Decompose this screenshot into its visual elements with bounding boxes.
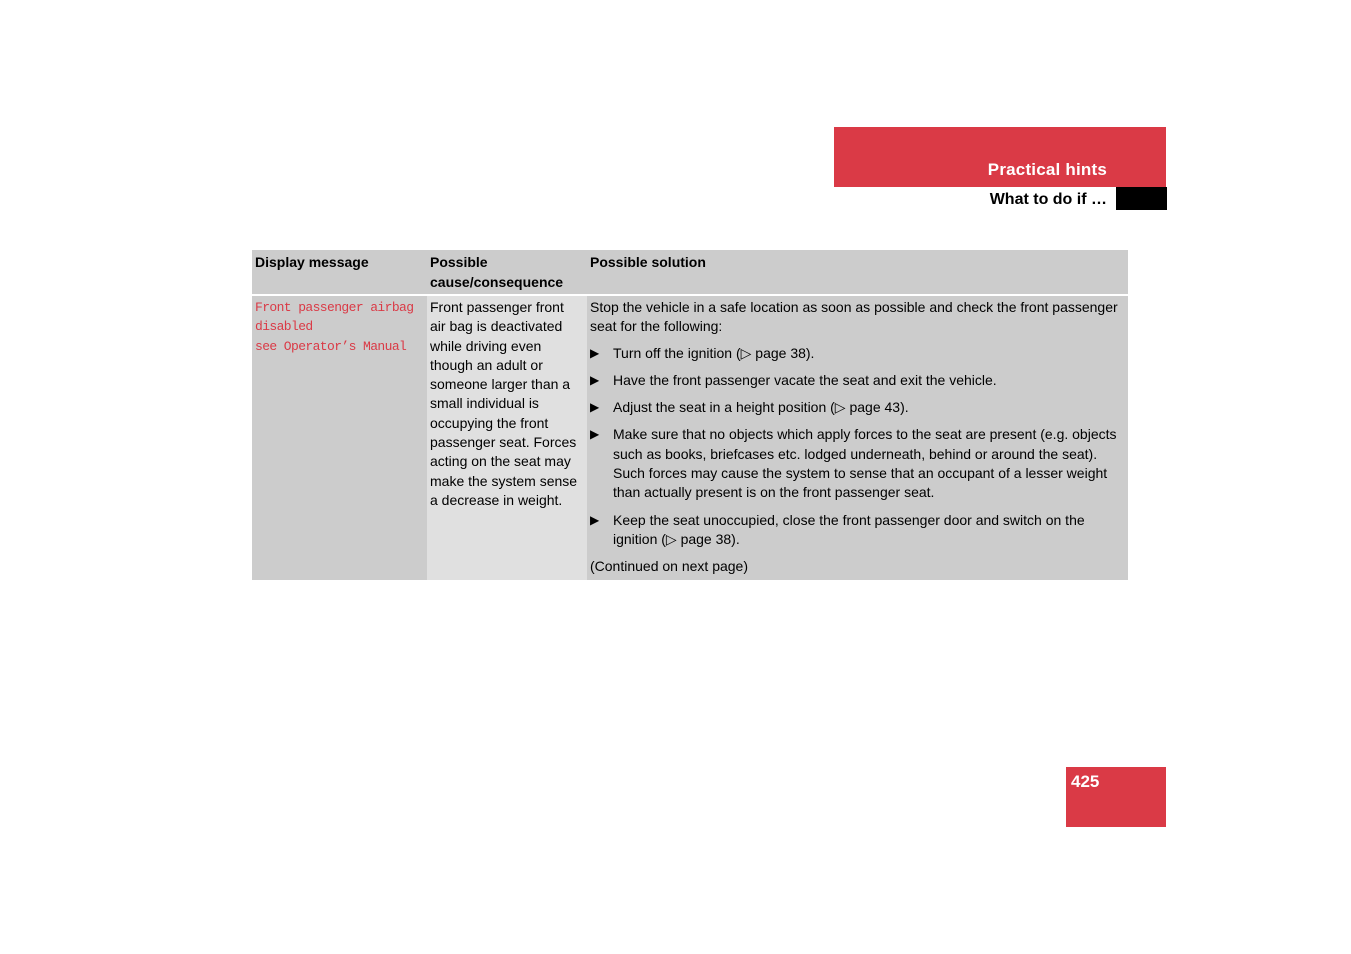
bullet-arrow-icon: ▶ — [590, 400, 600, 415]
cause-cell — [427, 295, 587, 580]
table-row — [252, 295, 1128, 580]
section-tab-marker — [1116, 187, 1167, 210]
list-item — [590, 371, 1124, 390]
continued-note: (Continued on next page) — [590, 558, 748, 575]
list-item — [590, 344, 1124, 363]
display-message-line: disabled — [255, 319, 313, 335]
solution-intro: Stop the vehicle in a safe location as soon as possible and check the front passenger seat for the following: — [590, 299, 1118, 335]
list-item — [590, 398, 1124, 417]
page-number: 425 — [1071, 772, 1100, 791]
hints-table — [252, 250, 1128, 580]
column-header-cause: Possible cause/consequence — [427, 250, 587, 295]
solution-step-text: Adjust the seat in a height position (▷ page 43). — [613, 399, 909, 416]
bullet-arrow-icon: ▶ — [590, 427, 600, 442]
cause-text: Front passenger front air bag is deactivated while driving even though an adult or someone larger than a small individual is occupying the front passenger seat. Forces acting on the seat may make the system sense a decrease in weight. — [430, 299, 578, 508]
solution-step-text: Make sure that no objects which apply forces to the seat are present (e.g. objects such as books, briefcases etc. lodged underneath, behind or around the seat). Such forces may cause the system to sense that an occupant of a lesser weight than actually present is on the front passenger seat. — [613, 426, 1117, 501]
solution-step-text: Turn off the ignition (▷ page 38). — [613, 344, 815, 361]
solution-cell — [587, 295, 1128, 580]
display-message-cell — [252, 295, 427, 580]
list-item — [590, 425, 1124, 502]
subsection-title: What to do if … — [989, 191, 1107, 208]
bullet-arrow-icon: ▶ — [590, 512, 600, 527]
solution-steps — [590, 344, 1124, 550]
section-title: Practical hints — [987, 160, 1107, 179]
list-item — [590, 511, 1124, 550]
bullet-arrow-icon: ▶ — [590, 372, 600, 387]
solution-step-text: Keep the seat unoccupied, close the front passenger door and switch on the ignition (▷ page 38). — [613, 511, 1085, 547]
display-message-line: Front passenger airbag — [255, 300, 414, 315]
page-number-box — [1066, 767, 1166, 827]
solution-step-text: Have the front passenger vacate the seat and exit the vehicle. — [613, 371, 997, 388]
table-header-row — [252, 250, 1128, 295]
display-message-line: see Operator’s Manual — [255, 338, 407, 354]
section-header — [834, 127, 1166, 187]
bullet-arrow-icon: ▶ — [590, 345, 600, 360]
column-header-display-message: Display message — [252, 250, 427, 295]
column-header-solution: Possible solution — [587, 250, 1128, 295]
